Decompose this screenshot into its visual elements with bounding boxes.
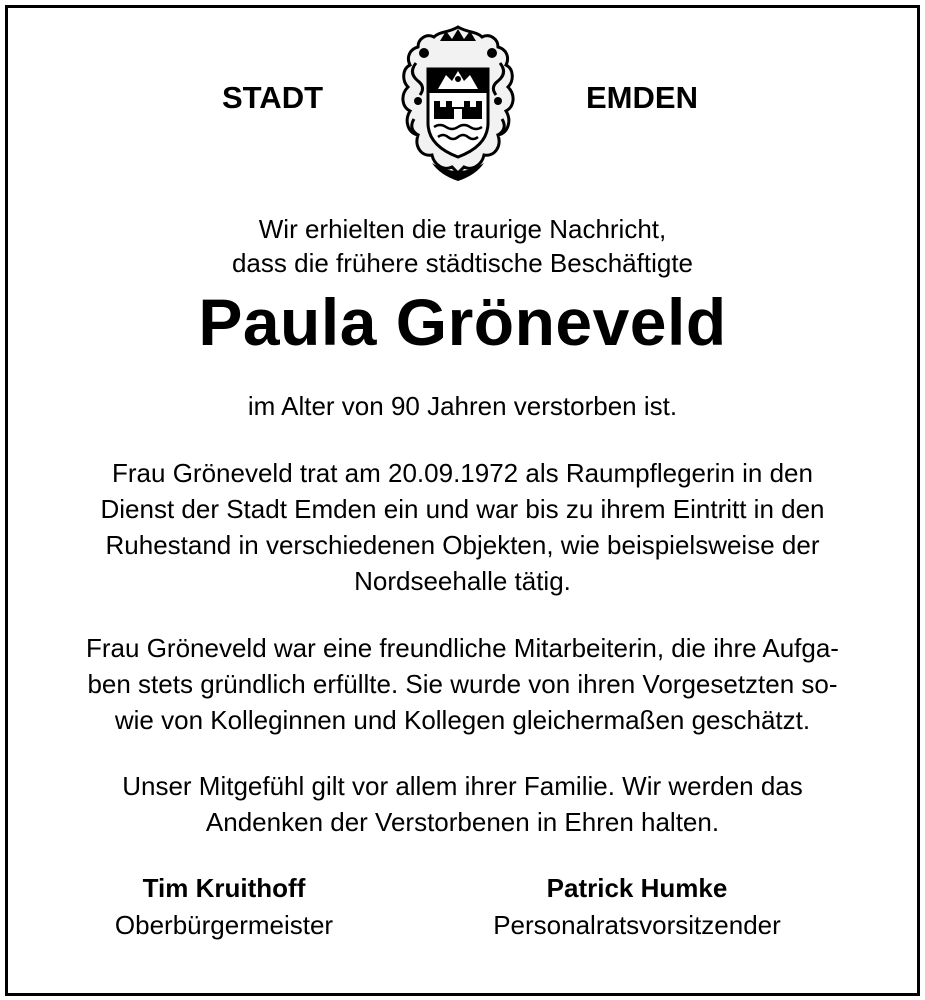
age-line: im Alter von 90 Jahren verstorben ist. [247,391,678,421]
paragraph1-line-4: Nordseehalle tätig. [354,566,571,596]
paragraph2-line-1: Frau Gröneveld war eine freundliche Mitarbeiterin, die ihre Aufga- [86,633,839,663]
paragraph1-line-2: Dienst der Stadt Emden ein und war bis zu ihrem Eintritt in den [100,494,825,524]
signatory-name: Tim Kruithoff [142,873,306,903]
paragraph2-line-3: wie von Kolleginnen und Kollegen gleichermaßen geschätzt. [114,705,811,735]
paragraph1-line-1: Frau Gröneveld trat am 20.09.1972 als Raumpflegerin in den [112,458,813,488]
signatory-title: Personalratsvorsitzender [493,910,781,940]
intro-line-2: dass die frühere städtische Beschäftigte [231,248,694,278]
header-right-word: EMDEN [586,80,698,115]
signatory-title: Oberbürgermeister [114,910,334,940]
city-crest-icon [388,23,528,188]
paragraph2-line-2: ben stets gründlich erfüllte. Sie wurde von ihren Vorgesetzten so- [87,669,838,699]
paragraph3-line-2: Andenken der Verstorbenen in Ehren halten. [205,807,720,837]
header-left-word: STADT [222,80,324,115]
intro-line-1: Wir erhielten die traurige Nachricht, [258,214,667,244]
deceased-name: Paula Gröneveld [198,285,727,359]
paragraph1-line-3: Ruhestand in verschiedenen Objekten, wie beispielsweise der [105,530,820,560]
signature-right [457,873,817,941]
paragraph3-line-1: Unser Mitgefühl gilt vor allem ihrer Familie. Wir werden das [122,771,803,801]
signature-left [44,873,404,941]
signatory-name: Patrick Humke [546,873,728,903]
